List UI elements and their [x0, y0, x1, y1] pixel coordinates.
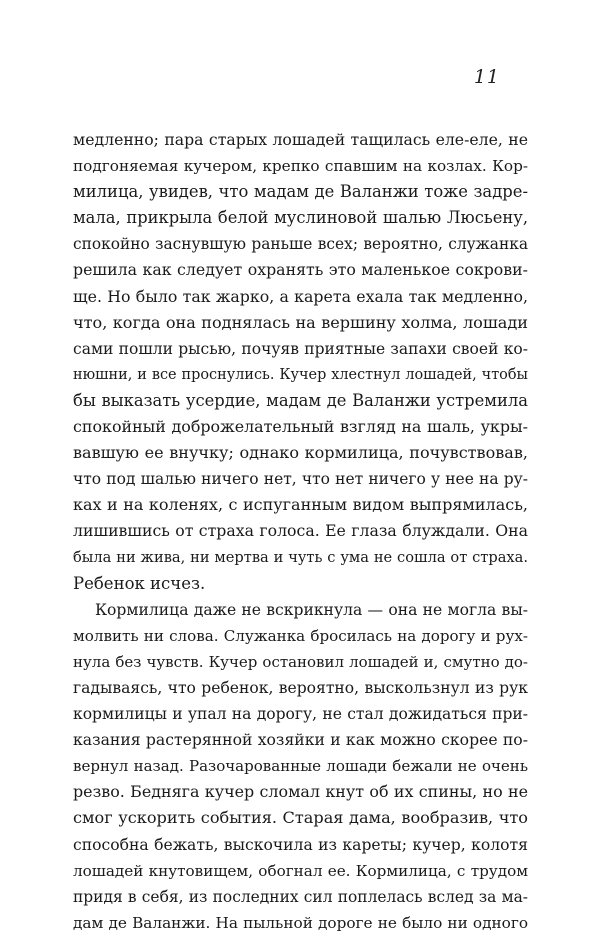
- text-line: ках и на коленях, с испуганным видом выпрямилась,: [73, 495, 528, 515]
- text-line: подгоняемая кучером, крепко спавшим на козлах. Кор-: [73, 157, 528, 176]
- page-number: 11: [473, 66, 500, 88]
- text-line: лишившись от страха голоса. Ее глаза блуждали. Она: [73, 521, 528, 541]
- text-line: Ребенок исчез.: [73, 573, 206, 593]
- text-line: кормилицы и упал на дорогу, не стал дожидаться при-: [73, 705, 528, 724]
- text-line: казания растерянной хозяйки и как можно скорее по-: [73, 730, 528, 750]
- text-line: Кормилица даже не вскрикнула — она не могла вы-: [95, 600, 528, 619]
- text-line: сами пошли рысью, почуяв приятные запахи своей ко-: [73, 339, 528, 358]
- text-line: была ни жива, ни мертва и чуть с ума не сошла от страха.: [73, 548, 528, 566]
- text-line: вернул назад. Разочарованные лошади бежали не очень: [73, 757, 528, 776]
- text-line: спокойно заснувшую раньше всех; вероятно, служанка: [73, 235, 528, 254]
- text-line: милица, увидев, что мадам де Валанжи тоже задре-: [73, 182, 528, 202]
- text-line: бы выказать усердие, мадам де Валанжи устремила: [73, 390, 528, 410]
- text-line: медленно; пара старых лошадей тащилась еле-еле, не: [73, 130, 528, 149]
- text-line: что под шалью ничего нет, что нет ничего у нее на ру-: [73, 470, 528, 489]
- text-line: придя в себя, из последних сил поплелась вслед за ма-: [73, 887, 528, 906]
- text-line: спокойный доброжелательный взгляд на шаль, укры-: [73, 417, 528, 437]
- text-line: дам де Валанжи. На пыльной дороге не было ни одного: [73, 913, 528, 932]
- text-line: ще. Но было так жарко, а карета ехала так медленно,: [73, 286, 528, 306]
- text-line: мала, прикрыла белой муслиновой шалью Люсьену,: [73, 208, 528, 228]
- body-text: [73, 127, 528, 936]
- text-line: способна бежать, выскочила из кареты; кучер, колотя: [73, 835, 528, 854]
- text-line: вавшую ее внучку; однако кормилица, почувствовав,: [73, 443, 528, 463]
- text-line: резво. Бедняга кучер сломал кнут об их спины, но не: [73, 782, 528, 802]
- text-line: нюшни, и все проснулись. Кучер хлестнул лошадей, чтобы: [73, 366, 528, 383]
- text-line: решила как следует охранять это маленькое сокрови-: [73, 260, 528, 280]
- text-line: нула без чувств. Кучер остановил лошадей и, смутно до-: [73, 652, 528, 671]
- text-line: молвить ни слова. Служанка бросилась на дорогу и рух-: [73, 626, 528, 645]
- text-line: гадываясь, что ребенок, вероятно, выскользнул из рук: [73, 678, 528, 697]
- text-line: смог ускорить события. Старая дама, вообразив, что: [73, 808, 528, 828]
- text-line: что, когда она поднялась на вершину холма, лошади: [73, 312, 528, 332]
- text-line: лошадей кнутовищем, обогнал ее. Кормилица, с трудом: [73, 861, 528, 880]
